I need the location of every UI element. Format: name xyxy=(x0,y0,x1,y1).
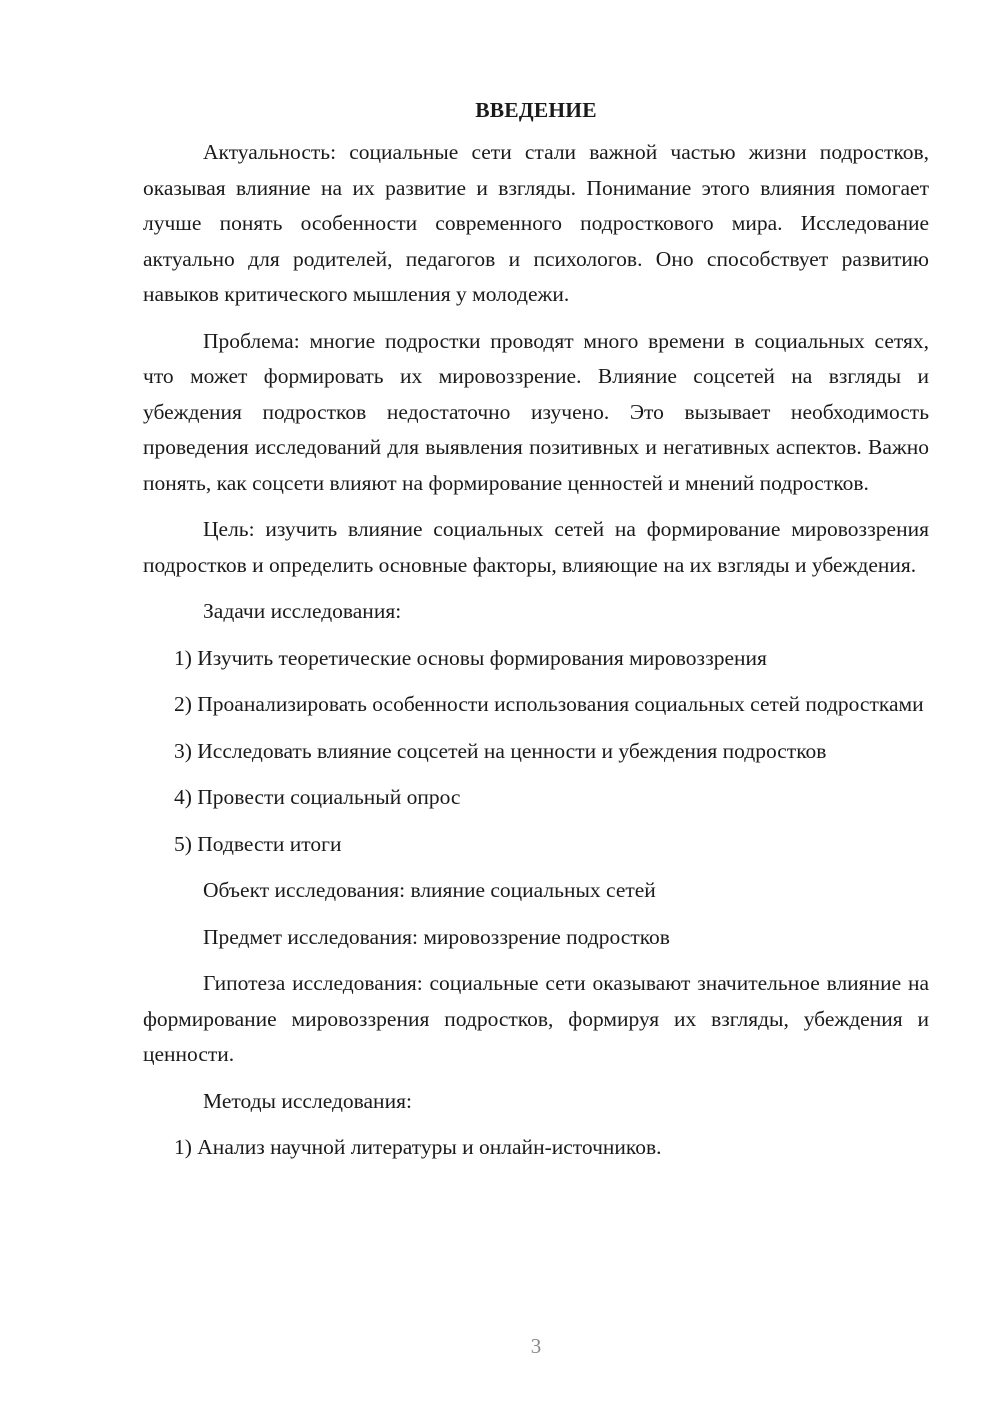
page-title: ВВЕДЕНИЕ xyxy=(475,98,597,122)
task-item-3: 3) Исследовать влияние соцсетей на ценности и убеждения подростков xyxy=(174,738,827,763)
methods-heading: Методы исследования: xyxy=(203,1088,412,1113)
paragraph-problem: Проблема: многие подростки проводят много времени в социальных сетях, что может формировать их мировоззрение. Влияние соцсетей на взгляды и убеждения подростков недостаточно изучено. Это вызывает необходимость проведения исследований для выявления позитивных и негативных аспектов. Важно понять, как соцсети влияют на формирование ценностей и мнений подростков. xyxy=(143,328,929,495)
page-number: 3 xyxy=(530,1334,542,1358)
paragraph-hypothesis: Гипотеза исследования: социальные сети оказывают значительное влияние на формирование мировоззрения подростков, формируя их взгляды, убеждения и ценности. xyxy=(143,971,929,1066)
research-subject: Предмет исследования: мировоззрение подростков xyxy=(203,924,670,949)
paragraph-relevance: Актуальность: социальные сети стали важной частью жизни подростков, оказывая влияние на их развитие и взгляды. Понимание этого влияния помогает лучше понять особенности современного подросткового мира. Исследование актуально для родителей, педагогов и психологов. Оно способствует развитию навыков критического мышления у молодежи. xyxy=(143,140,929,306)
method-item-1: 1) Анализ научной литературы и онлайн-источников. xyxy=(174,1135,662,1159)
research-object: Объект исследования: влияние социальных сетей xyxy=(203,878,656,902)
tasks-heading: Задачи исследования: xyxy=(203,599,402,623)
task-item-5: 5) Подвести итоги xyxy=(174,831,342,856)
task-item-1: 1) Изучить теоретические основы формирования мировоззрения xyxy=(174,645,767,670)
task-item-4: 4) Провести социальный опрос xyxy=(174,785,461,809)
paragraph-goal: Цель: изучить влияние социальных сетей на формирование мировоззрения подростков и определить основные факторы, влияющие на их взгляды и убеждения. xyxy=(143,517,929,577)
task-item-2: 2) Проанализировать особенности использования социальных сетей подростками xyxy=(174,692,924,716)
document-page xyxy=(143,93,929,1177)
